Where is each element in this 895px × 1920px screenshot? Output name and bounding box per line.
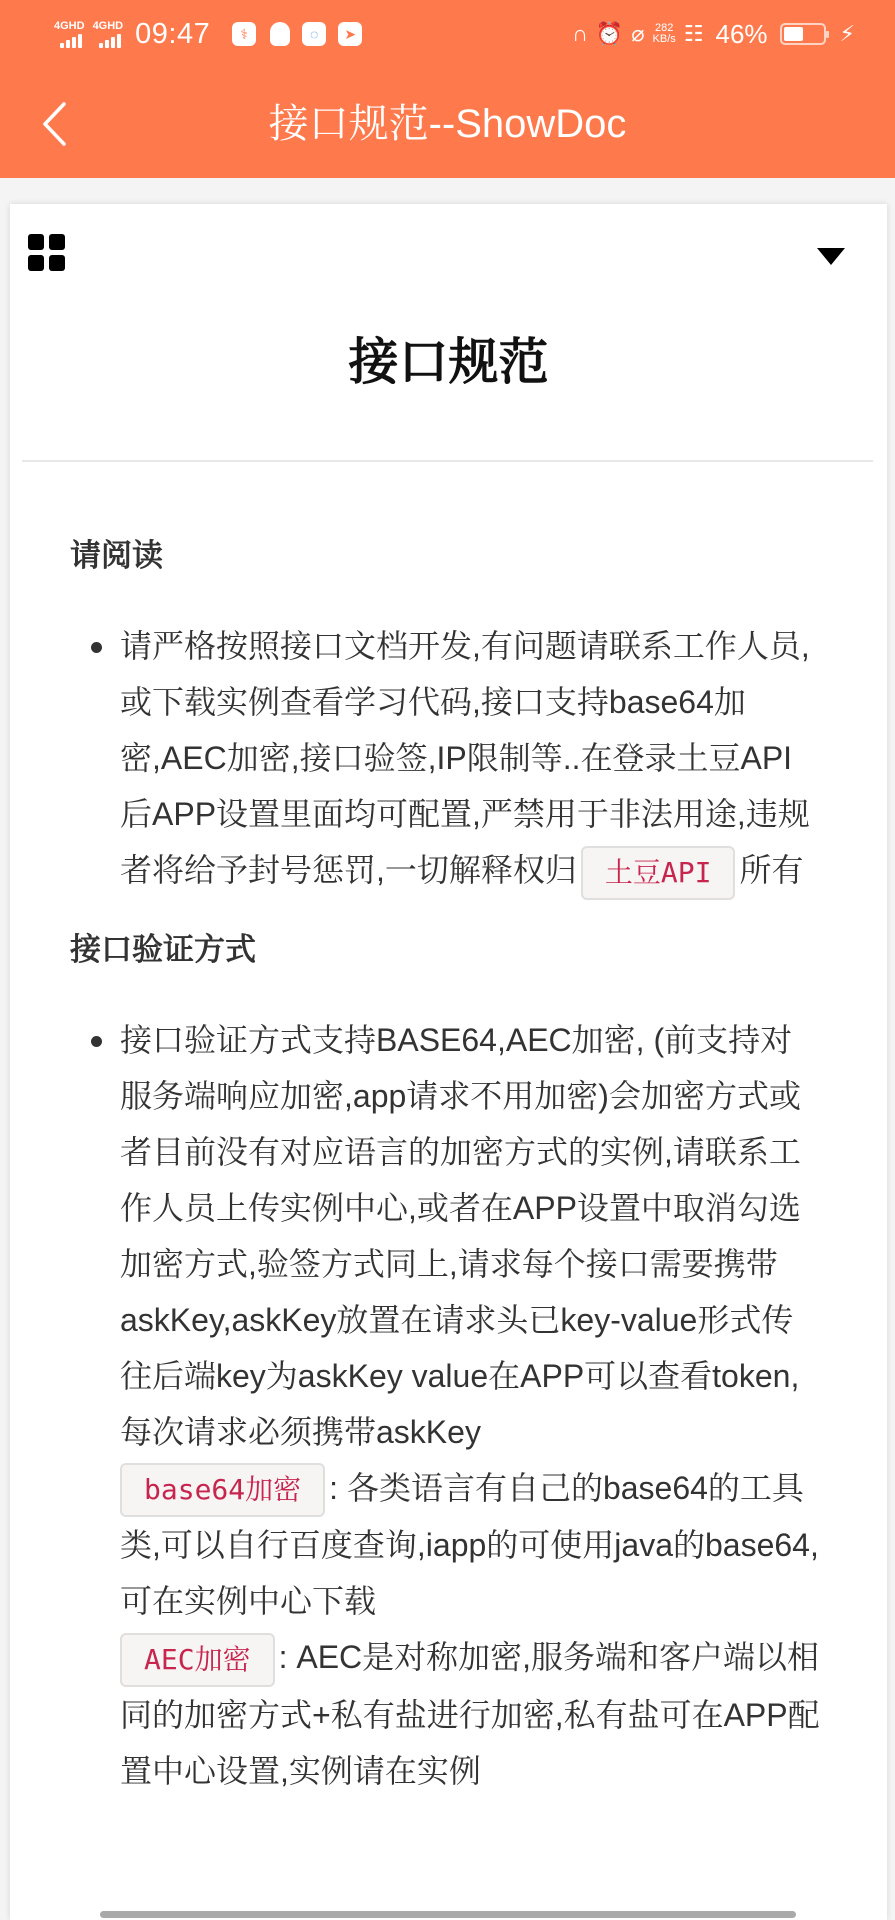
doc-title: 接口规范 (348, 334, 549, 390)
clock: 09:47 (135, 17, 211, 50)
page-title: 接口规范--ShowDoc (268, 102, 627, 146)
section-heading: 请阅读 (70, 538, 163, 573)
signal-indicator-1 (54, 21, 85, 48)
list-item (120, 1012, 830, 1799)
signal-indicator-2 (93, 21, 124, 48)
bullet-list (120, 1012, 830, 1799)
grid-icon-cell (49, 234, 65, 250)
signal-bars-icon (99, 34, 121, 48)
wifi-icon: ☷ (683, 21, 704, 46)
chat-app-icon: ◌ (302, 22, 326, 46)
battery-icon (780, 23, 826, 45)
alarm-icon: ⏰ (595, 21, 624, 46)
caret-down-icon[interactable] (817, 248, 845, 265)
inline-code: base64加密 (120, 1463, 325, 1517)
list-item-text: : AEC是对称加密,服务端和客户端以相同的加密方式+私有盐进行加密,私有盐可在APP配置中心设置,实例请在实例 (120, 1639, 820, 1789)
bullet-list (120, 618, 830, 900)
status-bar (0, 0, 895, 70)
doc-content (70, 534, 830, 1827)
doc-card (10, 204, 887, 1920)
app-header (0, 70, 895, 178)
send-app-icon: ➤ (338, 22, 362, 46)
charging-bolt-icon: ⚡ (839, 21, 855, 46)
inline-code: AEC加密 (120, 1633, 275, 1687)
net-speed-unit: KB/s (652, 33, 676, 45)
headphones-icon: ∩ (572, 21, 588, 46)
list-item-text: 请严格按照接口文档开发,有问题请联系工作人员,或下载实例查看学习代码,接口支持base64加密,AEC加密,接口验签,IP限制等..在登录土豆API后APP设置里面均可配置,严禁用于非法用途,违规者将给予封号惩罚,一切解释权归 (120, 628, 810, 888)
grid-icon-cell (49, 255, 65, 271)
section-heading: 接口验证方式 (70, 931, 256, 967)
net-speed-value: 282 (654, 22, 674, 34)
catalog-menu-button[interactable] (28, 234, 66, 272)
list-item (120, 618, 830, 900)
list-item-text: : 各类语言有自己的base64的工具类,可以自行百度查询,iapp的可使用java的base64,可在实例中心下载 (120, 1469, 819, 1620)
grid-icon (28, 234, 44, 250)
horizontal-scrollbar[interactable] (100, 1911, 796, 1918)
grid-icon-cell (28, 255, 44, 271)
divider (22, 460, 873, 462)
list-item-text: 所有 (739, 852, 804, 888)
signal-label: 4GHD (92, 19, 124, 32)
battery-percent: 46% (715, 18, 768, 49)
qq-icon (270, 22, 290, 46)
bell-off-icon: ⌀ (631, 21, 645, 46)
signal-label: 4GHD (54, 19, 85, 32)
net-speed (653, 23, 676, 45)
signal-bars-icon (60, 34, 82, 48)
list-item-text: 接口验证方式支持BASE64,AEC加密, (前支持对服务端响应加密,app请求不用加密)会加密方式或者目前没有对应语言的加密方式的实例,请联系工作人员上传实例中心,或者在APP设置中取消勾选加密方式,验签方式同上,请求每个接口需要携带askKey,askKey放置在请求头已key-value形式传往后端key为askKey value在APP可以查看token,每次请求必须携带askKey (120, 1021, 801, 1450)
vpn-app-icon: ⚕ (232, 22, 256, 46)
inline-code: 土豆API (581, 846, 736, 900)
